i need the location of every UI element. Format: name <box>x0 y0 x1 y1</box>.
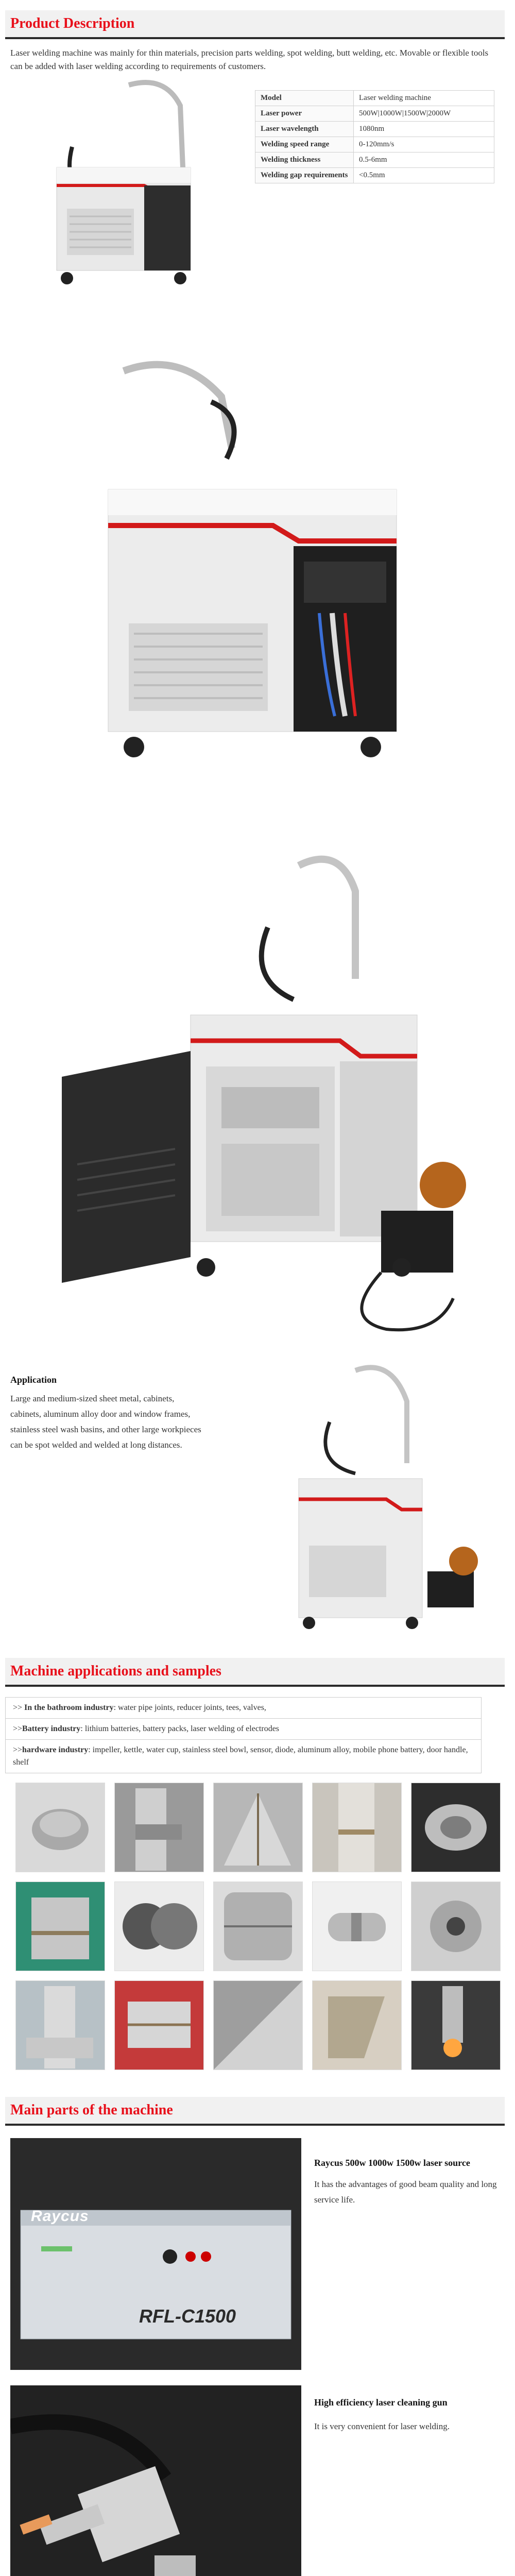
application-title: Application <box>10 1375 57 1385</box>
laser-gun-image <box>10 2385 301 2576</box>
part-text: It is very convenient for laser welding. <box>314 2421 450 2431</box>
section-title: Main parts of the machine <box>10 2102 173 2118</box>
section-header-product-description <box>5 10 505 39</box>
sample-image <box>312 1980 402 2070</box>
spec-row: Laser wavelength 1080nm <box>255 122 494 137</box>
sample-image <box>213 1882 303 1971</box>
sample-image <box>411 1882 501 1971</box>
sample-image <box>114 1882 204 1971</box>
machine-image-small <box>10 75 237 301</box>
part-title: High efficiency laser cleaning gun <box>314 2397 448 2408</box>
section-title: Product Description <box>10 15 135 31</box>
spec-row: Welding gap requirements <0.5mm <box>255 168 494 183</box>
section-header-applications <box>5 1658 505 1687</box>
sample-image <box>213 1783 303 1872</box>
sample-image <box>114 1980 204 2070</box>
spec-row: Model Laser welding machine <box>255 91 494 106</box>
spec-table <box>255 90 494 183</box>
sample-image <box>312 1882 402 1971</box>
sample-image <box>312 1783 402 1872</box>
sample-image <box>15 1980 105 2070</box>
list-item: >>Battery industry: lithium batteries, battery packs, laser welding of electrodes <box>5 1719 482 1740</box>
laser-model-text: RFL-C1500 <box>139 2306 236 2327</box>
spec-row: Welding speed range 0-120mm/s <box>255 137 494 152</box>
sample-image <box>411 1783 501 1872</box>
industry-list <box>5 1697 482 1773</box>
section-title: Machine applications and samples <box>10 1663 221 1679</box>
list-item: >>hardware industry: impeller, kettle, water cup, stainless steel bowl, sensor, diode, aluminum alloy, mobile phone battery, door handle, shelf <box>5 1740 482 1773</box>
intro-text: Laser welding machine was mainly for thin materials, precision parts welding, spot welding, butt welding, etc. Movable or flexible tools can be added with laser welding according to requirements of customers. <box>10 48 489 71</box>
sample-image <box>15 1882 105 1971</box>
list-item: >> In the bathroom industry: water pipe joints, reducer joints, tees, valves, <box>5 1697 482 1719</box>
application-text: Large and medium-sized sheet metal, cabinets, cabinets, aluminum alloy door and window frames, stainless steel wash basins, and other large workpieces can be spot welded and welded at long distances. <box>10 1394 201 1450</box>
spec-row: Laser power 500W|1000W|1500W|2000W <box>255 106 494 122</box>
machine-image-open-cabinet <box>52 845 484 1340</box>
raycus-logo-text: Raycus <box>31 2208 89 2225</box>
sample-image <box>213 1980 303 2070</box>
sample-image <box>15 1783 105 1872</box>
part-title: Raycus 500w 1000w 1500w laser source <box>314 2158 470 2168</box>
sample-image <box>114 1783 204 1872</box>
laser-source-image <box>10 2138 301 2370</box>
part-text: It has the advantages of good beam quality and long service life. <box>314 2179 497 2205</box>
sample-image <box>411 1980 501 2070</box>
machine-image-front <box>77 355 438 809</box>
application-machine-image <box>252 1360 494 1638</box>
spec-row: Welding thickness 0.5-6mm <box>255 152 494 168</box>
section-header-main-parts <box>5 2097 505 2126</box>
